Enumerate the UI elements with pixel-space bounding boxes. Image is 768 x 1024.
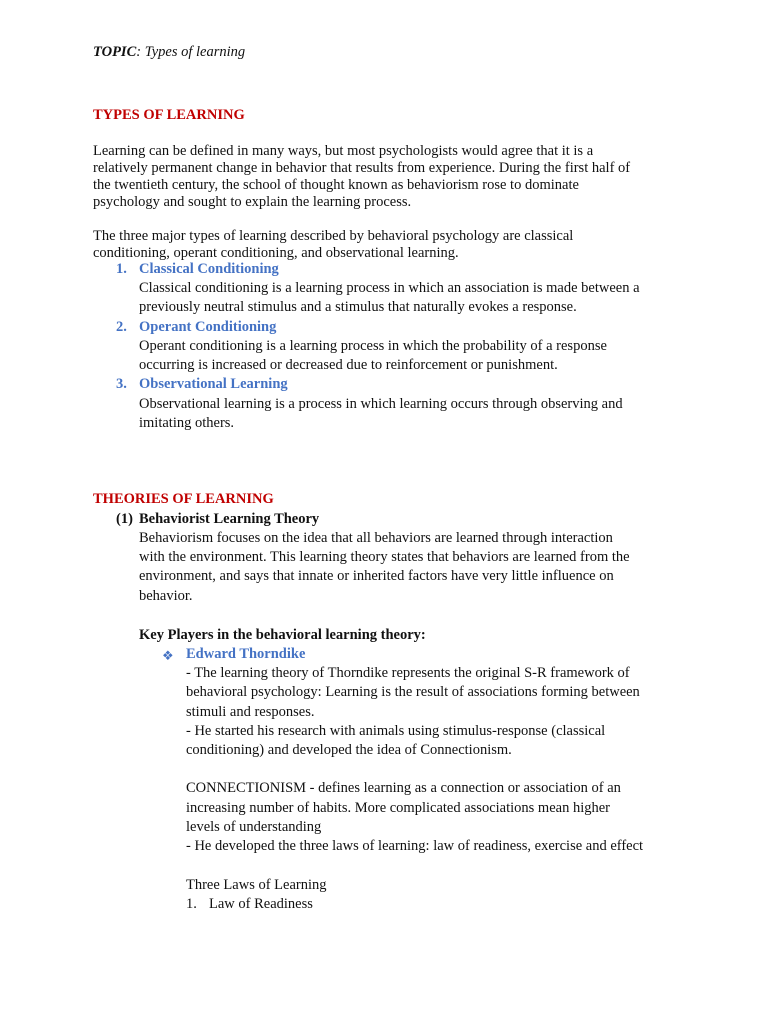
connectionism-line: - He developed the three laws of learning: law of readiness, exercise and effect <box>186 838 644 854</box>
law-number: 1. <box>186 896 197 912</box>
connectionism-line: levels of understanding <box>186 819 322 835</box>
type-title: Operant Conditioning <box>139 319 277 335</box>
three-types-line: The three major types of learning described by behavioral psychology are classical <box>93 228 574 244</box>
player-description: - He started his research with animals using stimulus-response (classical <box>186 723 606 739</box>
key-players-heading: Key Players in the behavioral learning theory: <box>139 627 426 643</box>
player-description: stimuli and responses. <box>186 704 315 720</box>
topic-value: : Types of learning <box>136 44 246 60</box>
type-number: 3. <box>116 376 127 392</box>
three-types-line: conditioning, operant conditioning, and observational learning. <box>93 245 459 261</box>
laws-heading: Three Laws of Learning <box>186 877 327 893</box>
theory-title: Behaviorist Learning Theory <box>139 511 320 527</box>
intro-line: the twentieth century, the school of thought known as behaviorism rose to dominate <box>93 177 579 193</box>
type-number: 1. <box>116 261 127 277</box>
type-number: 2. <box>116 319 127 335</box>
connectionism-line: increasing number of habits. More complicated associations mean higher <box>186 800 610 816</box>
type-description: Observational learning is a process in which learning occurs through observing and <box>139 396 623 412</box>
player-name: Edward Thorndike <box>186 646 306 662</box>
types-heading: TYPES OF LEARNING <box>93 107 245 123</box>
theory-description: Behaviorism focuses on the idea that all behaviors are learned through interaction <box>139 530 613 546</box>
player-description: conditioning) and developed the idea of Connectionism. <box>186 742 512 758</box>
type-title: Observational Learning <box>139 376 288 392</box>
intro-line: relatively permanent change in behavior that results from experience. During the first half of <box>93 160 631 176</box>
theory-description: environment, and says that innate or inherited factors have very little influence on <box>139 568 614 584</box>
law-item: Law of Readiness <box>209 896 313 912</box>
player-description: - The learning theory of Thorndike represents the original S-R framework of <box>186 665 630 681</box>
type-description: previously neutral stimulus and a stimulus that naturally evokes a response. <box>139 299 577 315</box>
type-description: occurring is increased or decreased due to reinforcement or punishment. <box>139 357 558 373</box>
connectionism-line: CONNECTIONISM - defines learning as a connection or association of an <box>186 780 621 796</box>
type-title: Classical Conditioning <box>139 261 279 277</box>
theories-heading: THEORIES OF LEARNING <box>93 491 274 507</box>
intro-line: psychology and sought to explain the learning process. <box>93 194 412 210</box>
theory-description: with the environment. This learning theory states that behaviors are learned from the <box>139 549 630 565</box>
intro-line: Learning can be defined in many ways, but most psychologists would agree that it is a <box>93 143 594 159</box>
theory-number: (1) <box>116 511 133 527</box>
type-description: Operant conditioning is a learning process in which the probability of a response <box>139 338 607 354</box>
diamond-bullet-icon: ❖ <box>162 648 174 663</box>
topic-line <box>93 43 245 62</box>
theory-description: behavior. <box>139 588 193 604</box>
type-description: Classical conditioning is a learning process in which an association is made between a <box>139 280 640 296</box>
topic-label: TOPIC <box>93 44 137 60</box>
player-description: behavioral psychology: Learning is the result of associations forming between <box>186 684 640 700</box>
type-description: imitating others. <box>139 415 235 431</box>
